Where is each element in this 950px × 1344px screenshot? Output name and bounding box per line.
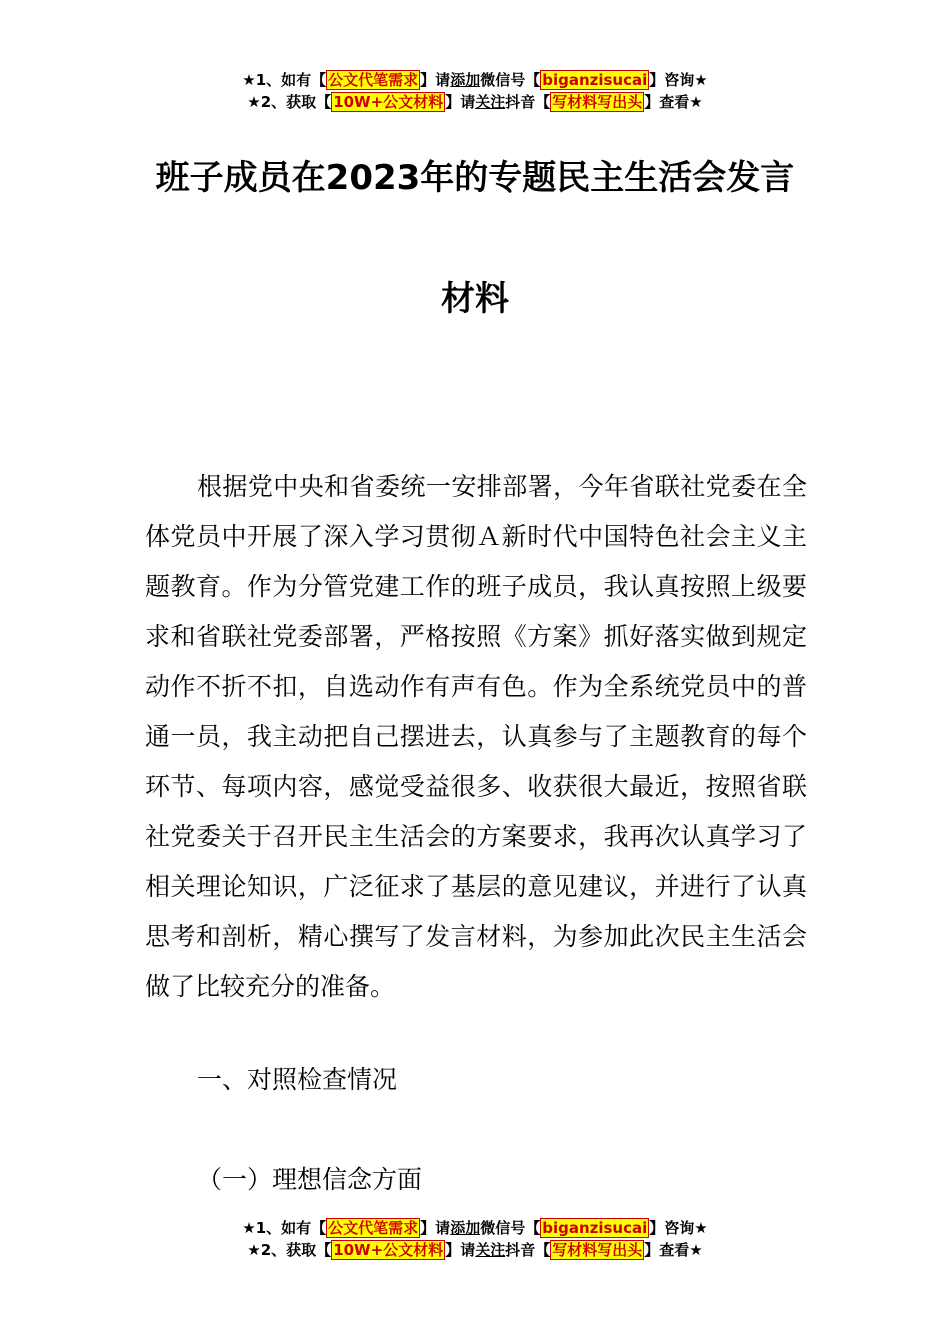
promo-highlight: 公文代笔需求 [328, 71, 419, 89]
promo-highlight: biganzisucai [542, 71, 648, 89]
promo-highlight: 写材料写出头 [552, 1241, 643, 1259]
promo-highlight: biganzisucai [542, 1219, 648, 1237]
promo-line-2: ★2、获取【 10W+公文材料 】请关注抖音【 写材料写出头 】查看★ [247, 93, 703, 111]
promo-line-2: ★2、获取【 10W+公文材料 】请关注抖音【 写材料写出头 】查看★ [247, 1241, 703, 1259]
promo-highlight: 10W+公文材料 [333, 93, 444, 111]
promo-banner-bottom [0, 1217, 950, 1261]
subsection-heading: （一）理想信念方面 [197, 1165, 423, 1194]
document-title-line-1: 班子成员在2023年的专题民主生活会发言 [155, 158, 795, 198]
promo-highlight: 公文代笔需求 [328, 1219, 419, 1237]
document-title-line-2: 材料 [441, 279, 509, 319]
promo-line-1: ★1、如有【 公文代笔需求 】请添加微信号【 biganzisucai 】咨询★ [242, 1219, 708, 1237]
body-paragraph: 根据党中央和省委统一安排部署，今年省联社党委在全体党员中开展了深入学习贯彻Ａ新时代中国特色社会主义主题教育。作为分管党建工作的班子成员，我认真按照上级要求和省联社党委部署，严格按照《方案》抓好落实做到规定动作不折不扣，自选动作有声有色。作为全系统党员中的普通一员，我主动把自己摆进去，认真参与了主题教育的每个环节、每项内容，感觉受益很多、收获很大最近，按照省联社党委关于召开民主生活会的方案要求，我再次认真学习了相关理论知识，广泛征求了基层的意见建议，并进行了认真思考和剖析，精心撰写了发言材料，为参加此次民主生活会做了比较充分的准备。 [145, 472, 807, 1001]
section-heading: 一、对照检查情况 [197, 1065, 398, 1094]
promo-line-1: ★1、如有【 公文代笔需求 】请添加微信号【 biganzisucai 】咨询★ [242, 71, 708, 89]
promo-highlight: 写材料写出头 [552, 93, 643, 111]
promo-highlight: 10W+公文材料 [333, 1241, 444, 1259]
promo-banner-top [0, 69, 950, 113]
